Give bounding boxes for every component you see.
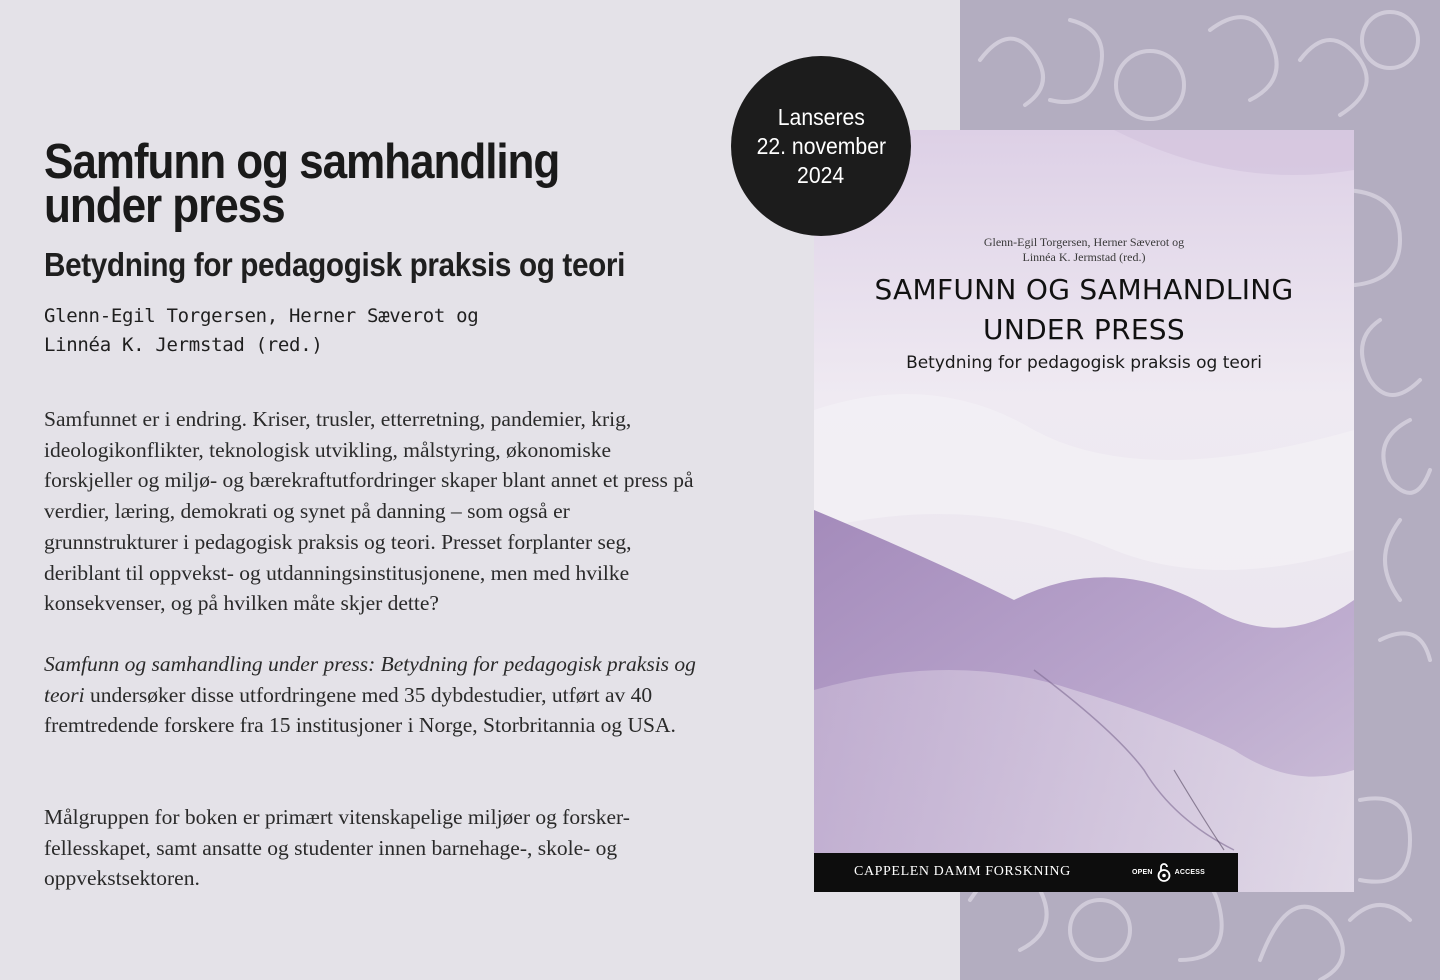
cover-authors	[814, 235, 1354, 265]
cover-title-line2: UNDER PRESS	[983, 313, 1185, 346]
launch-date-badge	[731, 56, 911, 236]
authors-line2: Linnéa K. Jermstad (red.)	[44, 334, 323, 356]
description-paragraph-2-rest: undersøker disse utfordringene med 35 dybdestudier, utført av 40 fremtredende forskere fra 15 institusjoner i Norge, Storbritannia og USA.	[44, 682, 676, 738]
book-title-italic: Samfunn og samhandling under press: Betydning for pedagogisk praksis og teori	[44, 652, 696, 707]
description-paragraph-2	[44, 649, 704, 741]
cover-authors-line1: Glenn-Egil Torgersen, Herner Sæverot og	[983, 235, 1185, 249]
authors	[44, 302, 564, 360]
book-info	[44, 135, 704, 891]
cover-title	[814, 270, 1354, 350]
authors-line1: Glenn-Egil Torgersen, Herner Sæverot og	[44, 305, 479, 327]
badge-line2: 22. november	[756, 132, 886, 159]
description-paragraph-1: Samfunnet er i endring. Kriser, trusler, etterretning, pandemier, krig, ideologikonflikter, teknologisk utvikling, målstyring, økonomiske forskjeller og miljø- og bærekraftutfordringer skaper blant annet et press på verdier, læring, demokrati og synet på danning – som også er grunnstrukturer i pedagogisk praksis og teori. Presset forplanter seg, deriblant til oppvekst- og utdanningsinstitusjonene, men med hvilke konsekvenser, og på hvilken måte skjer dette?	[44, 407, 694, 616]
badge-line1: Lanseres	[777, 103, 865, 130]
page-title-line1: Samfunn og samhandling	[44, 135, 560, 189]
page-title-line2: under press	[44, 179, 285, 233]
open-access-lock-icon	[1157, 862, 1171, 882]
page-title	[44, 135, 620, 233]
page-subtitle: Betydning for pedagogisk praksis og teori	[44, 246, 625, 283]
badge-line3: 2024	[797, 161, 845, 188]
book-cover	[814, 130, 1354, 892]
publisher-name: CAPPELEN DAMM FORSKNING	[854, 864, 1071, 879]
cover-title-line1: SAMFUNN OG SAMHANDLING	[874, 273, 1294, 306]
cover-authors-line2: Linnéa K. Jermstad (red.)	[1022, 250, 1146, 264]
cover-publisher-bar	[814, 853, 1238, 892]
open-access-access-label: ACCESS	[1174, 868, 1206, 876]
open-access-open-label: OPEN	[1132, 868, 1153, 876]
description-paragraph-3: Målgruppen for boken er primært vitenskapelige miljøer og forsker-fellesskapet, samt ansatte og studenter innen barnehage-, skole- og oppvekstsektoren.	[44, 805, 630, 891]
cover-subtitle: Betydning for pedagogisk praksis og teori	[906, 353, 1262, 373]
open-access-mark	[1132, 861, 1205, 883]
